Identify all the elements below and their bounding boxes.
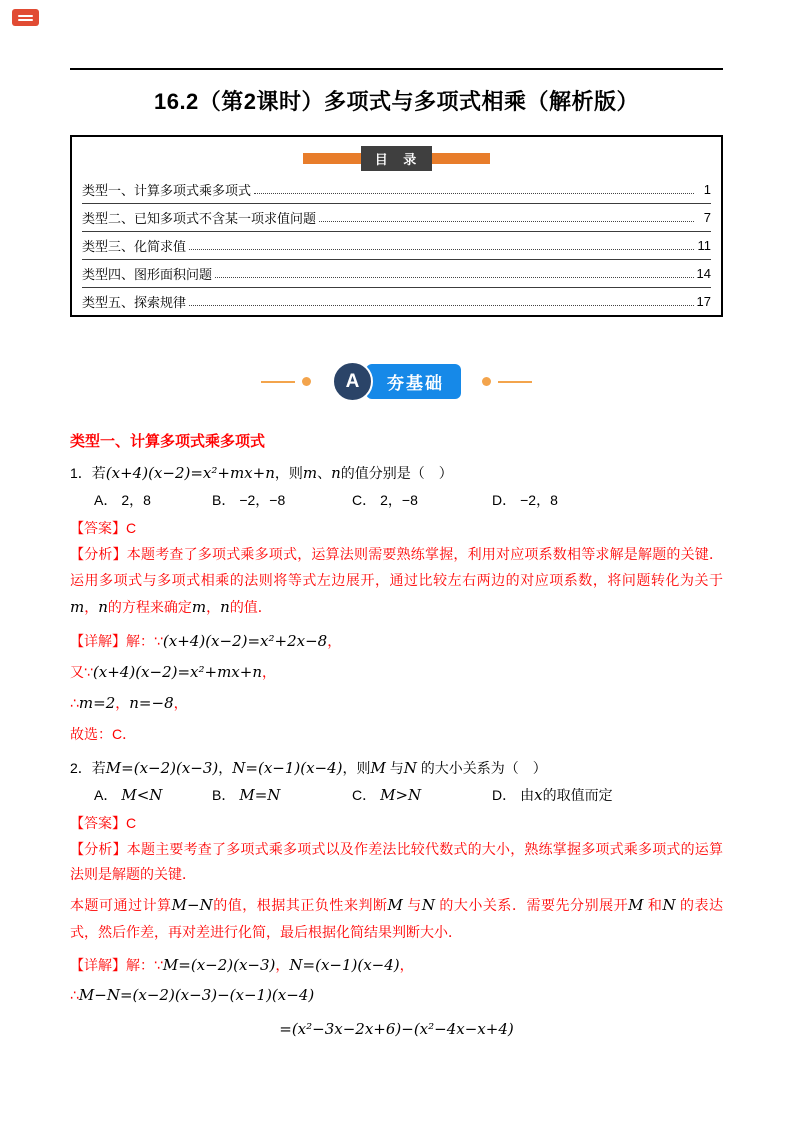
toc-item-1[interactable] (82, 176, 711, 204)
toc-item-2[interactable] (82, 204, 711, 232)
option-text: −2，8 (520, 492, 558, 508)
badge-dot-right (482, 377, 491, 386)
problem-1-solution-line-1: 【详解】解：∵(x+4)(x−2)=x²+2x−8， (70, 631, 342, 650)
toc-page-number: 7 (703, 210, 711, 225)
page-title: 16.2（第2课时）多项式与多项式相乘（解析版） (153, 89, 640, 114)
problem-1-option-d (492, 490, 723, 510)
toc-ribbon-right (432, 153, 490, 164)
problem-2-option-d (492, 785, 723, 805)
problem-1 (70, 463, 723, 746)
problem-1-options (70, 490, 723, 510)
problem-1-solution-line-4: 故选：C． (70, 725, 137, 742)
problem-2-solution-line-1: 【详解】解：∵M=(x−2)(x−3)，N=(x−1)(x−4)， (70, 955, 414, 974)
problem-2-options (70, 785, 723, 805)
toc-item-4[interactable] (82, 260, 711, 288)
toc-item-5[interactable] (82, 288, 711, 315)
option-key: C． (352, 786, 377, 803)
toc-page-number: 17 (696, 294, 711, 309)
badge-dot-left (302, 377, 311, 386)
toc-page-number: 14 (696, 266, 711, 281)
toc-item-label: 类型三、化简求值 (82, 239, 187, 254)
toc-item-label: 类型一、计算多项式乘多项式 (82, 183, 252, 198)
section-heading: 类型一、计算多项式乘多项式 (70, 433, 266, 450)
option-key: A． (94, 492, 118, 508)
problem-1-stem: 1．若(x+4)(x−2)=x²+mx+n，则m、n的值分别是（ ） (70, 464, 453, 482)
problem-2-option-a (94, 785, 212, 805)
problem-2-analysis-1: 【分析】本题主要考查了多项式乘多项式以及作差法比较代数式的大小，熟练掌握多项式乘多项式的运算法则是解题的关键． (70, 840, 723, 883)
toc-leader-dots (189, 305, 694, 306)
toc-page-number: 1 (703, 182, 711, 197)
toc-leader-dots (254, 193, 694, 194)
problem-1-solution-line-2: 又∵(x+4)(x−2)=x²+mx+n， (70, 662, 276, 681)
header-rule (70, 68, 723, 70)
problem-1-option-b (212, 490, 352, 510)
badge-label-pill: 夯基础 (366, 364, 461, 399)
badge-line-left (261, 381, 295, 383)
problem-1-option-a (94, 490, 212, 510)
toc-page-number: 11 (697, 238, 711, 253)
toc-item-label: 类型二、已知多项式不含某一项求值问题 (82, 211, 317, 226)
document-body (70, 0, 723, 1042)
option-text: M>N (380, 785, 422, 804)
option-key: D． (492, 492, 517, 508)
option-key: C． (352, 492, 377, 508)
problem-2 (70, 758, 723, 1042)
toc-item-label: 类型四、图形面积问题 (82, 267, 213, 282)
badge-letter-circle: A (332, 361, 373, 402)
toc-title: 目 录 (361, 146, 433, 171)
option-key: B． (212, 492, 236, 508)
problem-1-answer: 【答案】C (70, 520, 137, 536)
problem-2-option-b (212, 785, 352, 805)
toc-leader-dots (215, 277, 694, 278)
toc-leader-dots (319, 221, 694, 222)
option-text: M=N (239, 785, 281, 804)
problem-2-option-c (352, 785, 492, 805)
problem-2-stem: 2．若M=(x−2)(x−3)，N=(x−1)(x−4)，则M 与N 的大小关系为（ ） (70, 758, 547, 777)
toc (70, 135, 723, 317)
problem-2-solution-line-2: ∴M−N=(x−2)(x−3)−(x−1)(x−4) (70, 985, 315, 1004)
option-key: D． (492, 786, 517, 803)
toc-header (82, 146, 711, 171)
badge-line-right (498, 381, 532, 383)
option-text: 由x的取值而定 (520, 785, 613, 804)
toc-leader-dots (189, 249, 694, 250)
option-text: −2，−8 (239, 492, 286, 508)
problem-1-solution-line-3: ∴m=2，n=−8， (70, 693, 188, 712)
corner-logo-icon (12, 9, 39, 26)
section-badge (70, 361, 723, 402)
option-key: B． (212, 786, 236, 803)
toc-item-label: 类型五、探索规律 (82, 295, 187, 310)
problem-2-centered-equation: =(x²−3x−2x+6)−(x²−4x−x+4) (279, 1019, 514, 1038)
option-text: 2，8 (121, 492, 151, 508)
problem-1-analysis: 【分析】本题考查了多项式乘多项式，运算法则需要熟练掌握，利用对应项系数相等求解是解题的关键．运用多项式与多项式相乘的法则将等式左边展开，通过比较左右两边的对应项系数，将问题转化为关于m，n的方程来确定m，n的值． (70, 546, 723, 616)
toc-ribbon-left (303, 153, 361, 164)
option-text: 2，−8 (380, 492, 418, 508)
option-key: A． (94, 786, 118, 803)
problem-2-answer: 【答案】C (70, 814, 137, 831)
problem-2-analysis-2: 本题可通过计算M−N的值，根据其正负性来判断M 与N 的大小关系．需要先分别展开M 和N 的表达式，然后作差，再对差进行化简，最后根据化简结果判断大小． (70, 896, 724, 941)
problem-1-option-c (352, 490, 492, 510)
toc-item-3[interactable] (82, 232, 711, 260)
option-text: M<N (121, 785, 163, 804)
